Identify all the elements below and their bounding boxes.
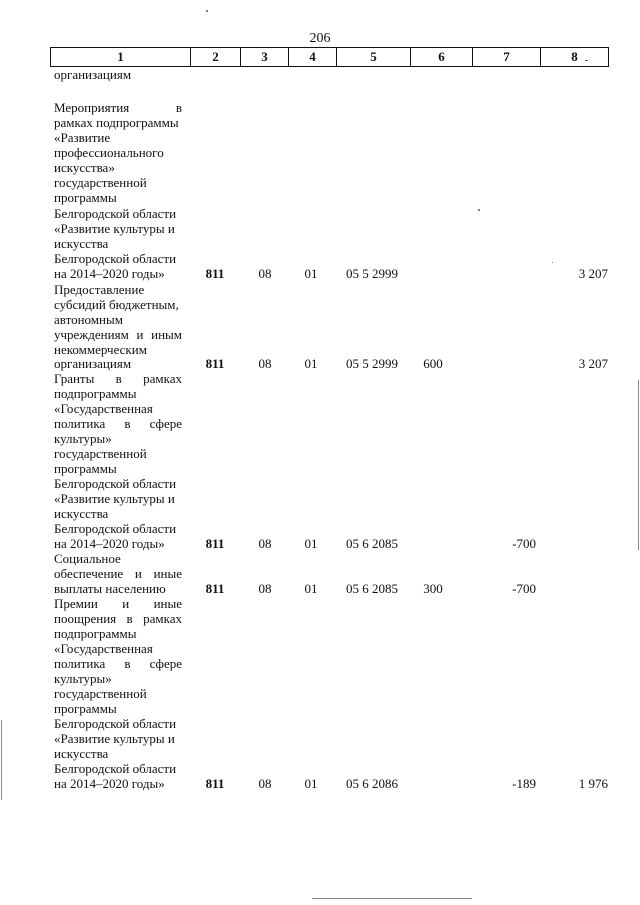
cell-target-code: 05 6 2086 [346,776,398,791]
row-description-line: государственной [54,446,147,461]
row-description-line: автономным [54,312,123,327]
row-description-line: искусства [54,506,109,521]
row-description-line: политика в сфере [54,416,182,431]
cell-target-code: 05 6 2085 [346,536,398,551]
cell-target-code: 05 6 2085 [346,581,398,596]
row-description-line: Белгородской области [54,206,177,221]
cell-ministry-code: 811 [205,266,225,281]
row-description-line: на 2014–2020 годы» [54,266,165,281]
row-description-line: обеспечение и иные [54,566,182,581]
row-description-line: государственной [54,175,147,190]
cell-subsection-code: 01 [304,266,318,281]
cell-ministry-code: 811 [205,776,225,791]
cell-section-code: 08 [258,776,272,791]
row-description-line: «Развитие культуры и [54,221,175,236]
row-description-line: на 2014–2020 годы» [54,536,165,551]
cell-section-code: 08 [258,536,272,551]
row-description-line: программы [54,461,117,476]
cell-target-code: 05 5 2999 [346,266,398,281]
scan-speck [478,209,480,211]
row-description-line: Белгородской области [54,761,177,776]
cell-ministry-code: 811 [205,356,225,371]
cell-amount-change: -700 [512,536,536,551]
row-description-line: Гранты в рамках [54,371,182,386]
row-description-line: Премии и иные [54,596,182,611]
column-header-row [51,48,609,67]
row-description-line: Белгородской области [54,716,177,731]
row-description-line: поощрения в рамках [54,611,182,626]
cell-section-code: 08 [258,581,272,596]
row-description-line: искусства [54,746,109,761]
cell-section-code: 08 [258,356,272,371]
row-description-line: «Государственная [54,641,153,656]
row-description-line: учреждениям и иным [54,327,182,342]
column-header-4: 4 [289,48,337,67]
scan-speck [552,262,553,263]
cell-amount-change: -700 [512,581,536,596]
column-header-3: 3 [241,48,289,67]
row-description-line: рамках подпрограммы [54,115,179,130]
row-description-line: Социальное [54,551,121,566]
row-description-line: на 2014–2020 годы» [54,776,165,791]
cell-amount-total: 1 976 [578,776,608,791]
cell-expense-type: 300 [423,581,443,596]
continuation-text: организациям [54,67,132,82]
cell-subsection-code: 01 [304,356,318,371]
column-header-7: 7 [473,48,541,67]
row-description-line: профессионального [54,145,164,160]
page-number: 206 [309,31,331,46]
row-description-line: подпрограммы [54,386,137,401]
row-description-line: культуры» [54,431,112,446]
cell-subsection-code: 01 [304,536,318,551]
row-description-line: некоммерческим [54,342,147,357]
row-description-line: «Развитие культуры и [54,491,175,506]
cell-amount-total: 3 207 [578,266,608,281]
row-description-line: организациям [54,356,132,371]
scan-speck [206,10,208,12]
row-description-line: Белгородской области [54,476,177,491]
scan-edge-mark [1,720,2,800]
column-header-2: 2 [191,48,241,67]
cell-expense-type: 600 [423,356,443,371]
row-description-line: Мероприятия в [54,100,182,115]
column-header-6: 6 [411,48,473,67]
row-description-line: программы [54,701,117,716]
row-description-line: программы [54,190,117,205]
row-description-line: искусства» [54,160,115,175]
cell-subsection-code: 01 [304,776,318,791]
row-description-line: культуры» [54,671,112,686]
row-description-line: Предоставление [54,282,145,297]
row-description-line: Белгородской области [54,251,177,266]
cell-subsection-code: 01 [304,581,318,596]
column-header-5: 5 [337,48,411,67]
column-header-table [50,47,609,67]
row-description-line: «Развитие культуры и [54,731,175,746]
column-header-1: 1 [51,48,191,67]
row-description-line: субсидий бюджетным, [54,297,179,312]
cell-ministry-code: 811 [205,581,225,596]
cell-target-code: 05 5 2999 [346,356,398,371]
scan-edge-mark [638,380,639,550]
row-description-line: политика в сфере [54,656,182,671]
scan-edge-mark [312,898,472,899]
row-description-line: выплаты населению [54,581,166,596]
cell-ministry-code: 811 [205,536,225,551]
cell-section-code: 08 [258,266,272,281]
cell-amount-total: 3 207 [578,356,608,371]
scan-speck [585,60,588,61]
row-description-line: «Государственная [54,401,153,416]
column-header-8: 8 [541,48,609,67]
row-description-line: подпрограммы [54,626,137,641]
row-description-line: Белгородской области [54,521,177,536]
row-description-line: «Развитие [54,130,111,145]
cell-amount-change: -189 [512,776,536,791]
row-description-line: искусства [54,236,109,251]
row-description-line: государственной [54,686,147,701]
